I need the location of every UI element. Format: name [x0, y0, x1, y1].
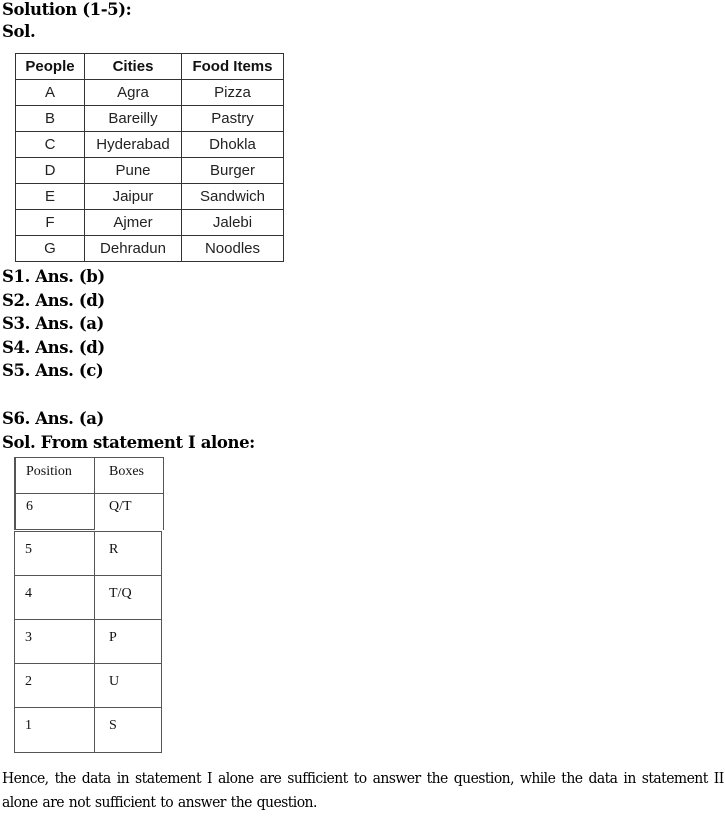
table-row [16, 210, 284, 236]
cell-food: Burger [182, 158, 284, 184]
cell-box: U [94, 663, 162, 708]
s6-sol-label: Sol. From statement I alone: [2, 433, 255, 452]
cell-person: E [16, 184, 85, 210]
cell-person: A [16, 80, 85, 106]
cell-person: B [16, 106, 85, 132]
header-boxes: Boxes [94, 457, 164, 494]
cell-box: Q/T [94, 493, 164, 530]
header-position: Position [14, 457, 95, 494]
table-row [16, 158, 284, 184]
cell-city: Ajmer [85, 210, 182, 236]
cell-position: 2 [14, 663, 95, 708]
table-row [16, 106, 284, 132]
answer-s4: S4. Ans. (d) [2, 338, 105, 357]
cell-city: Pune [85, 158, 182, 184]
cell-city: Jaipur [85, 184, 182, 210]
cell-box: S [94, 707, 162, 753]
cell-box: T/Q [94, 575, 162, 620]
table-row [16, 184, 284, 210]
cell-box: P [94, 619, 162, 664]
header-people: People [16, 54, 85, 80]
table-header-row [16, 54, 284, 80]
header-food-items: Food Items [182, 54, 284, 80]
cell-person: G [16, 236, 85, 262]
cell-city: Hyderabad [85, 132, 182, 158]
cell-position: 1 [14, 707, 95, 753]
table-row [16, 80, 284, 106]
table-row [16, 236, 284, 262]
header-cities: Cities [85, 54, 182, 80]
answer-s6: S6. Ans. (a) [2, 409, 104, 428]
cell-food: Pizza [182, 80, 284, 106]
cell-food: Noodles [182, 236, 284, 262]
cell-box: R [94, 531, 162, 576]
table-row [16, 132, 284, 158]
cell-city: Dehradun [85, 236, 182, 262]
cell-position: 3 [14, 619, 95, 664]
cell-person: F [16, 210, 85, 236]
conclusion-paragraph: Hence, the data in statement I alone are sufficient to answer the question, while the data in statement II alone are not sufficient to answer the question. [2, 769, 724, 811]
answer-s5: S5. Ans. (c) [2, 361, 104, 380]
answer-s1: S1. Ans. (b) [2, 267, 105, 286]
cell-person: D [16, 158, 85, 184]
cell-food: Jalebi [182, 210, 284, 236]
cell-city: Agra [85, 80, 182, 106]
answer-s3: S3. Ans. (a) [2, 314, 104, 333]
cell-person: C [16, 132, 85, 158]
cell-position: 4 [14, 575, 95, 620]
answer-s2: S2. Ans. (d) [2, 291, 105, 310]
cell-position: 6 [14, 493, 95, 530]
solution-heading: Solution (1-5): [2, 0, 132, 19]
cell-city: Bareilly [85, 106, 182, 132]
cell-food: Dhokla [182, 132, 284, 158]
cell-food: Pastry [182, 106, 284, 132]
cell-food: Sandwich [182, 184, 284, 210]
cell-position: 5 [14, 531, 95, 576]
sol-label: Sol. [2, 22, 36, 41]
people-cities-food-table [15, 53, 284, 262]
